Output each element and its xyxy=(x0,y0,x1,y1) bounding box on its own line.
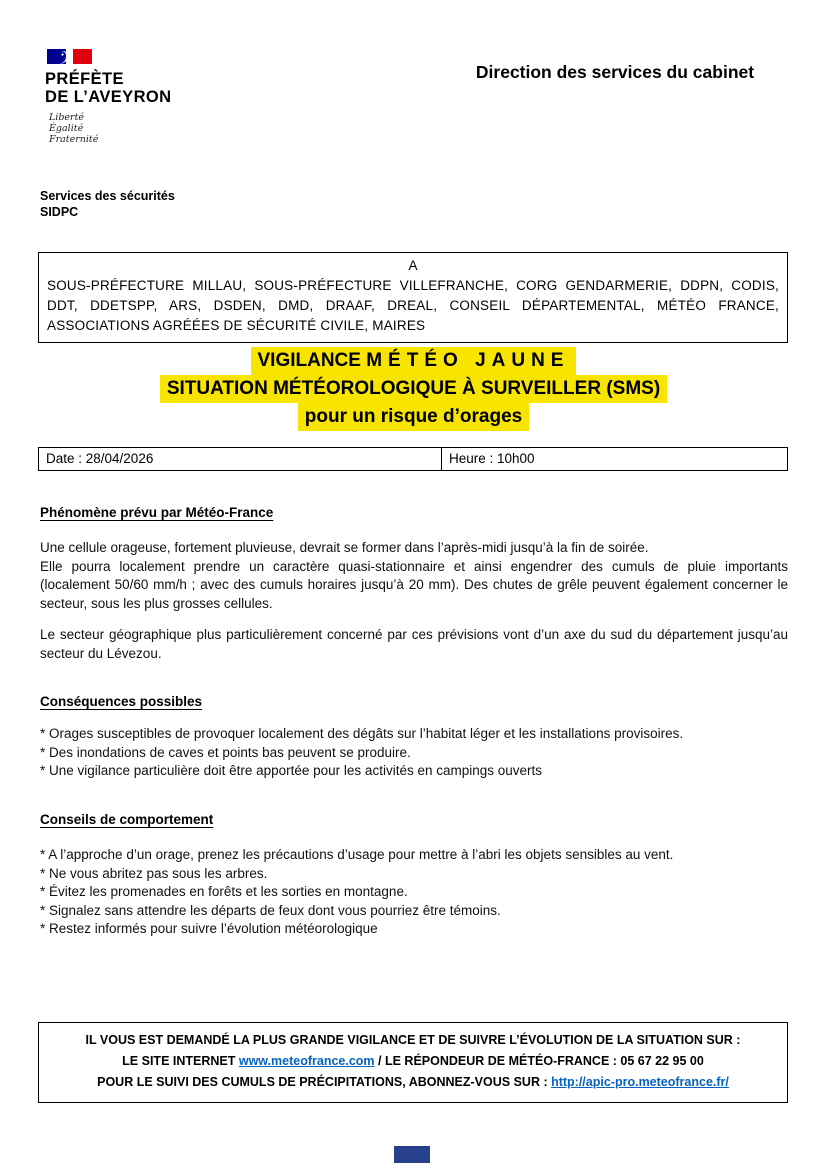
conseil-item: * Ne vous abritez pas sous les arbres. xyxy=(40,865,268,881)
republic-motto xyxy=(49,112,265,145)
footer-line3-prefix: POUR LE SUIVI DES CUMULS DE PRÉCIPITATIONS, ABONNEZ-VOUS SUR : xyxy=(97,1075,552,1089)
date-time-table xyxy=(38,447,788,471)
recipients-box xyxy=(38,252,788,343)
phenomene-paragraph2: Le secteur géographique plus particulièrement concerné par ces prévisions vont d’un axe du sud du département jusqu’au secteur du Lévezou. xyxy=(40,627,788,661)
recipients-list: SOUS-PRÉFECTURE MILLAU, SOUS-PRÉFECTURE VILLEFRANCHE, CORG GENDARMERIE, DDPN, CODIS, DDT, DDETSPP, ARS, DSDEN, DMD, DRAAF, DREAL, CONSEIL DÉPARTEMENTAL, MÉTÉO FRANCE, ASSOCIATIONS AGRÉÉES DE SÉCURITÉ CIVILE, MAIRES xyxy=(47,278,779,333)
phenomene-paragraph1 xyxy=(40,539,788,613)
vigilance-title-line1-spaced: MÉTÉO JAUNE xyxy=(366,350,570,371)
motto-liberte: Liberté xyxy=(49,112,85,123)
meteofrance-link[interactable]: www.meteofrance.com xyxy=(238,1054,375,1068)
vigilance-title-line2: SITUATION MÉTÉOROLOGIQUE À SURVEILLER (SMS) xyxy=(0,375,827,403)
prefecture-name xyxy=(45,70,265,106)
service-line1: Services des sécurités xyxy=(40,189,175,203)
vigilance-title-line1 xyxy=(0,347,827,375)
french-flag-icon xyxy=(47,48,265,66)
recipients-to-label: A xyxy=(408,258,418,273)
consequences-list xyxy=(40,725,788,781)
prefecture-logo xyxy=(45,48,265,145)
conseil-item: * Signalez sans attendre les départs de feux dont vous pourriez être témoins. xyxy=(40,902,501,918)
conseil-item: * A l’approche d’un orage, prenez les précautions d’usage pour mettre à l’abri les objets sensibles au vent. xyxy=(40,847,674,862)
phenomene-para1-rest: Elle pourra localement prendre un caractère quasi-stationnaire et ainsi engendrer des cumuls de pluie importants (localement 50/60 mm/h ; avec des cumuls horaires jusqu’à 20 mm). Des chutes de grêle peuvent également concerner le secteur, sous les plus grosses cellules. xyxy=(40,558,788,611)
footer-line2-prefix: LE SITE INTERNET xyxy=(122,1054,239,1068)
footer-line2 xyxy=(49,1051,777,1072)
vigilance-title xyxy=(0,347,827,431)
heading-consequences: Conséquences possibles xyxy=(40,694,203,709)
motto-egalite: Égalité xyxy=(49,123,84,134)
prefecture-name-line1: PRÉFÈTE xyxy=(45,70,124,88)
footer-line2-suffix: / LE RÉPONDEUR DE MÉTÉO-FRANCE : 05 67 22 95 00 xyxy=(374,1054,704,1068)
date-cell: Date : 28/04/2026 xyxy=(39,448,442,470)
vigilance-footer-box xyxy=(38,1022,788,1103)
page-bottom-mark xyxy=(394,1146,430,1163)
conseils-list xyxy=(40,846,788,939)
direction-title: Direction des services du cabinet xyxy=(475,62,755,82)
time-cell: Heure : 10h00 xyxy=(449,451,535,466)
motto-fraternite: Fraternité xyxy=(49,134,99,145)
vigilance-title-line3: pour un risque d’orages xyxy=(0,403,827,431)
consequence-item: * Une vigilance particulière doit être apportée pour les activités en campings ouverts xyxy=(40,763,543,778)
conseil-item: * Évitez les promenades en forêts et les sorties en montagne. xyxy=(40,884,408,899)
footer-line1: IL VOUS EST DEMANDÉ LA PLUS GRANDE VIGILANCE ET DE SUIVRE L’ÉVOLUTION DE LA SITUATION SUR : xyxy=(85,1033,741,1047)
prefecture-name-line2: DE L’AVEYRON xyxy=(45,88,172,106)
conseil-item: * Restez informés pour suivre l’évolution météorologique xyxy=(40,921,378,936)
phenomene-para1-line1: Une cellule orageuse, fortement pluvieuse, devrait se former dans l’après-midi jusqu’à la fin de soirée. xyxy=(40,540,649,555)
consequence-item: * Des inondations de caves et points bas peuvent se produire. xyxy=(40,744,411,760)
service-block xyxy=(40,188,175,220)
apic-pro-link[interactable]: http://apic-pro.meteofrance.fr/ xyxy=(551,1075,729,1089)
footer-line3 xyxy=(49,1072,777,1093)
consequence-item: * Orages susceptibles de provoquer localement des dégâts sur l’habitat léger et les installations provisoires. xyxy=(40,726,684,741)
service-line2: SIDPC xyxy=(40,205,79,219)
vigilance-title-line1-prefix: VIGILANCE xyxy=(257,350,367,371)
heading-conseils: Conseils de comportement xyxy=(40,812,214,827)
heading-phenomene: Phénomène prévu par Météo-France xyxy=(40,505,274,520)
